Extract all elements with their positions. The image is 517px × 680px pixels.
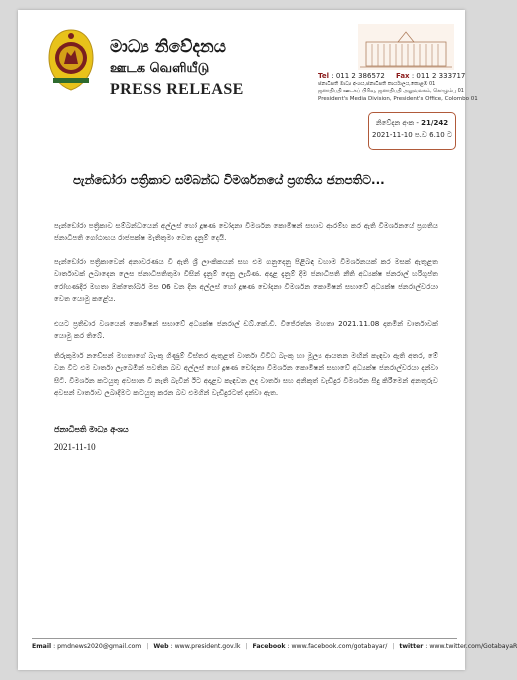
footer-separator: |	[245, 643, 248, 650]
footer-facebook[interactable]: : www.facebook.com/gotabayar/	[287, 643, 388, 650]
fax-label: Fax	[395, 72, 410, 80]
footer-email[interactable]: : pmdnews2020@gmail.com	[53, 643, 142, 650]
paragraph-3: එයට ප්‍රතිචාර වශයෙන් කොමිෂන් සභාවේ අධ්‍යක්ෂ ජනරාල් ඩබ්.කේ.ඩී. විජේරත්න මහතා 2021.11.08 දාතමින් වාර්තාවක් යොමු කර තිබේ.	[54, 319, 438, 341]
paragraph-1: පැන්ඩෝරා පත්‍රිකාව සම්බන්ධයෙන් අල්ලස් හෝ දූෂණ චෝදනා විමර්ශන කොමිෂන් සභාව ආරම්භ කර ඇති විමර්ශනයේ ප්‍රගතිය ජනාධිපති ගෝඨාභය රාජපක්ෂ මැතිතුමා වෙත දැනුම් දෙයි.	[54, 221, 438, 243]
sri-lanka-emblem-icon	[45, 28, 97, 92]
address-english: President's Media Division, President's Office, Colombo 01	[318, 96, 478, 102]
reference-label: නිවේදන අංක -	[375, 119, 422, 127]
tel-value: : 011 2 386572	[331, 72, 385, 80]
header-title-tamil: ஊடக வெளியீடு	[110, 61, 210, 76]
header-title-sinhala: මාධ්‍ය නිවේදනය	[110, 37, 226, 57]
tel-label: Tel	[318, 72, 329, 80]
paragraph-2: පැන්ඩෝරා පත්‍රිකාවෙන් අනාවරණය වී ඇති ශ්‍රී ලාංකිකයන් සහ එම ගනුදෙනු පිළිබඳ වහාම විමර්ශනයක් කර මසක් ඇතුළත වාර්තාවක් ලබාදෙන ලෙස ජනාධිපතිතුමා විසින් දැනුම් දෙනු ලැබිණ. අදාළ දැනුම් දීම ජනාධිපති නීති අධ්‍යක්ෂ ජනරාල් හරිගුප්ත රෝහණදීර මහතා ඔක්තෝබර් මස 06 වන දින අල්ලස් හෝ දූෂණ චෝදනා විමර්ශන කොමිෂන් සභාවේ අධ්‍යක්ෂ ජනරාල්වරයා වෙත යොමු කළේය.	[54, 257, 438, 304]
signature-name: ජනාධිපති මාධ්‍ය අංශය	[54, 425, 129, 434]
footer-web-label: Web	[153, 643, 169, 650]
reference-datetime: 2021-11-10 ප.ව 6.10 ට	[372, 131, 452, 139]
footer-twitter[interactable]: : www.twitter.com/GotabayaR	[425, 643, 517, 650]
fax-value: : 011 2 333717	[411, 72, 466, 80]
paragraph-4: තිරුකුමාර් නඩේසන් මහතාගේ බැංකු ගිණුම් විස්තර ඇතුළත් වාර්තා විවිධ බැංකු හා මූල්‍ය ආයතන මඟින් කැඳවා ඇති අතර, මේ වන විට එම වාර්තා ලැබෙමින් පවතින බව අල්ලස් හෝ දූෂණ චෝදනා විමර්ශන කොමිෂන් සභාවේ අධ්‍යක්ෂ ජනරාල්වරයා දන්වා සිටී. විමර්ශන කටයුතු අවසාන වී නැති බැවින් ඊට අදාළව කැඳවන ලද වාර්තා සහ අනිකුත් වැඩිදුර විමර්ශන සිදු කිරීමෙන් අනතුරුව අවසන් වාර්තාව ලබාදීමට කටයුතු කරන බව එමගින් වැඩිදුරටත් දන්වා ඇත.	[54, 351, 438, 398]
presidential-secretariat-building-icon	[358, 24, 454, 70]
footer-contacts	[32, 638, 517, 650]
signature-date: 2021-11-10	[54, 442, 96, 452]
footer-web[interactable]: : www.president.gov.lk	[170, 643, 241, 650]
footer-separator: |	[146, 643, 149, 650]
footer-separator: |	[392, 643, 395, 650]
header-title-english: PRESS RELEASE	[110, 81, 244, 98]
address-sinhala: ජනාධිපති මාධ්‍ය අංශය,ජනාධිපති කාර්යාලය,කොළඹ 01	[318, 81, 436, 87]
contact-phone-fax	[318, 72, 465, 80]
reference-box	[368, 112, 456, 150]
reference-number-line	[369, 119, 455, 128]
footer-twitter-label: twitter	[399, 643, 424, 650]
press-release-page	[18, 10, 517, 670]
footer-facebook-label: Facebook	[252, 643, 286, 650]
release-title: පැන්ඩෝරා පත්‍රිකාව සම්බන්ධ විමර්ශනයේ ප්‍රගතිය ජනපතිට...	[73, 173, 385, 187]
address-tamil: ஜனாதிபதி ஊடகப் பிரிவு, ஜனாதிபதி அலுவலகம், கொழும்பு 01	[318, 88, 464, 94]
footer-email-label: Email	[32, 643, 52, 650]
reference-number: 21/242	[421, 119, 449, 127]
